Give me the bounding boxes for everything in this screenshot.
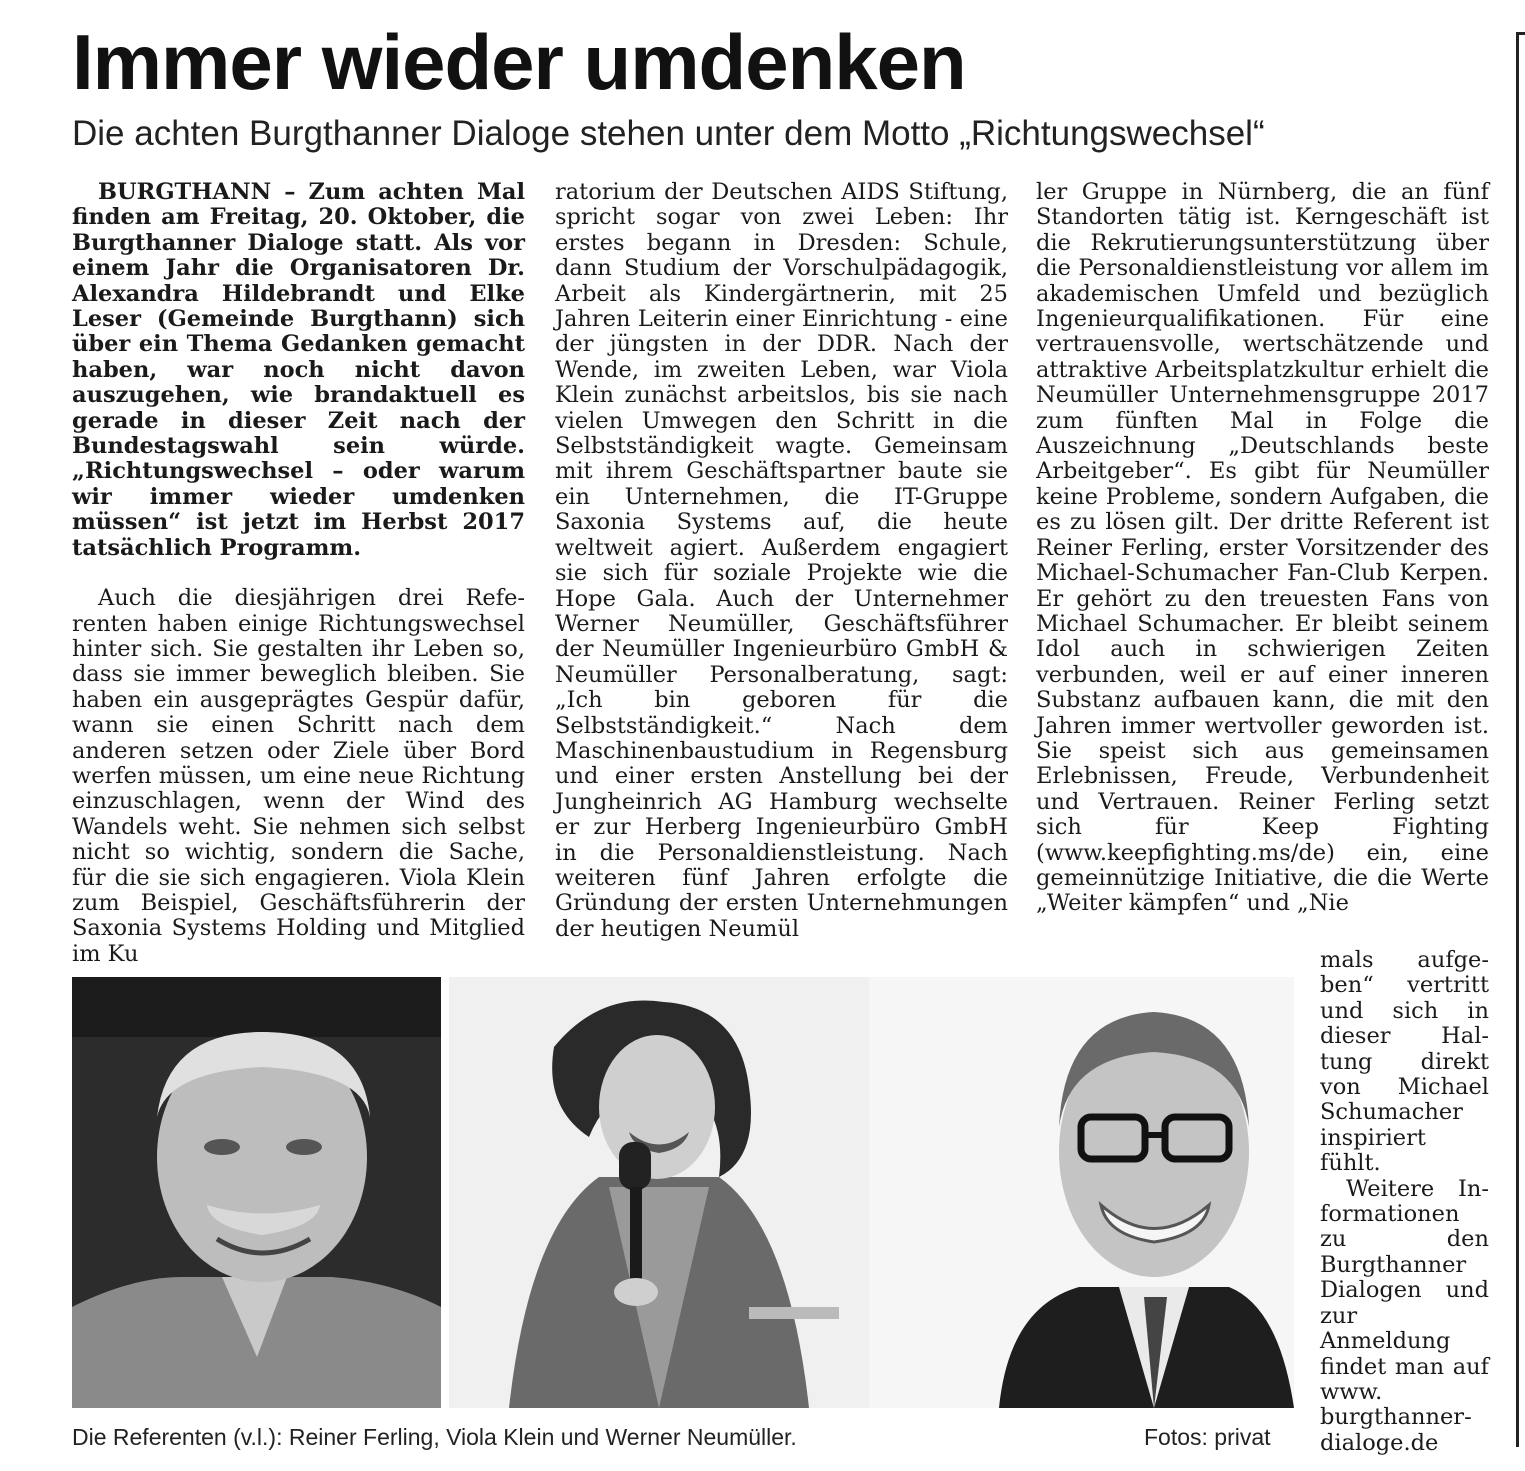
photo-viola-klein <box>449 977 869 1408</box>
photo-caption: Die Referenten (v.l.): Reiner Ferling, Viola Klein und Werner Neumüller. <box>72 1424 797 1450</box>
photo-reiner-ferling <box>72 977 441 1408</box>
column-rule <box>1516 32 1519 1447</box>
column-rule-tick <box>1516 32 1525 35</box>
article-column-1 <box>72 180 525 967</box>
article-body-1: Auch die diesjährigen drei Referenten haben einige Richtungswechsel hinter sich. Sie gestalten ihr Leben so, dass sie immer beweglich bleiben. Sie haben ein ausgeprägtes Gespür dafür, wann sie einen Schritt nach dem anderen setzen oder Ziele über Bord werfen müssen, um eine neue Richtung einzuschlagen, wenn der Wind des Wandels weht. Sie nehmen sich selbst nicht so wichtig, sondern die Sache, für die sie sich engagieren. Viola Klein zum Beispiel, Geschäftsführerin der Saxonia Systems Holding und Mitglied im Ku <box>72 585 525 967</box>
article-closing: Weitere Informationen zu den Burgthanner Dialogen und zur Anmeldung findet man auf www. burgthannerdialoge.de <box>1320 1175 1489 1456</box>
article-body-2: ratorium der Deutschen AIDS Stiftung, spricht sogar von zwei Leben: Ihr erstes begann in Dresden: Schule, dann Studium der Vorschulpädagogik, Arbeit als Kindergärtnerin, mit 25 Jahren Leiterin einer Einrichtung - eine der jüngsten in der DDR. Nach der Wende, im zweiten Leben, war Viola Klein zunächst arbeitslos, bis sie nach vielen Umwegen den Schritt in die Selbstständigkeit wagte. Gemeinsam mit ihrem Geschäftspartner baute sie ein Unternehmen, die IT-Gruppe Saxonia Systems auf, die heute weltweit agiert. Außerdem engagiert sie sich für soziale Projekte wie die Hope Gala. Auch der Unternehmer Werner Neumüller, Geschäftsführer der Neumüller Ingenieurbüro GmbH & Neumüller Personalberatung, sagt: „Ich bin geboren für die Selbstständigkeit.“ Nach dem Maschinenbaustudium in Regensburg und einer ersten Anstellung bei der Jungheinrich AG Hamburg wechselte er zur Herberg Ingenieurbüro GmbH in die Personaldienstleistung. Nach weiteren fünf Jahren erfolgte die Gründung der ersten Unternehmungen der heutigen Neumül <box>555 179 1008 942</box>
headline: Immer wieder umdenken <box>72 18 966 106</box>
photo-werner-neumueller <box>869 977 1294 1408</box>
photo-credit: Fotos: privat <box>1144 1424 1271 1450</box>
subheadline: Die achten Burgthanner Dialoge stehen unter dem Motto „Richtungswechsel“ <box>72 114 1265 153</box>
article-continuation: mals aufgeben“ vertritt und sich in dieser Haltung direkt von Michael Schumacher inspiriert fühlt. <box>1320 947 1489 1177</box>
article-column-3 <box>1036 180 1489 917</box>
article-body-3: ler Gruppe in Nürnberg, die an fünf Standorten tätig ist. Kerngeschäft ist die Rekrutierungsunterstützung über die Personaldienstleistung vor allem im akademischen Umfeld und bezüglich Ingenieurqualifikationen. Für eine vertrauensvolle, wertschätzende und attraktive Arbeitsplatzkultur erhielt die Neumüller Unternehmensgruppe 2017 zum fünften Mal in Folge die Auszeichnung „Deutschlands beste Arbeitgeber“. Es gibt für Neumüller keine Probleme, sondern Aufgaben, die es zu lösen gilt. Der dritte Referent ist Reiner Ferling, erster Vorsitzender des Michael-Schumacher Fan-Club Kerpen. Er gehört zu den treuesten Fans von Michael Schumacher. Er bleibt seinem Idol auch in schwierigen Zeiten verbunden, weil er auf einer inneren Substanz aufbauen kann, die mit den Jahren immer wertvoller geworden ist. Sie speist sich aus gemeinsamen Erlebnissen, Freude, Verbundenheit und Vertrauen. Reiner Ferling setzt sich für Keep Fighting (www.keepfighting.ms/de) ein, eine gemeinnützige Initiative, die die Werte „Weiter kämpfen“ und „Nie <box>1036 179 1489 917</box>
article-column-2 <box>555 180 1008 942</box>
article-column-3-narrow <box>1320 948 1489 1456</box>
article-lead: BURGTHANN – Zum achten Mal finden am Freitag, 20. Oktober, die Burgthanner Dialoge statt. Als vor einem Jahr die Organisatoren Dr. Alexandra Hildebrandt und Elke Leser (Gemeinde Burgthann) sich über ein Thema Gedanken gemacht haben, war noch nicht davon auszugehen, wie brandaktuell es gerade in dieser Zeit nach der Bundestagswahl sein würde. „Richtungswechsel – oder warum wir immer wieder umdenken müssen“ ist jetzt im Herbst 2017 tatsächlich Programm. <box>72 179 525 561</box>
